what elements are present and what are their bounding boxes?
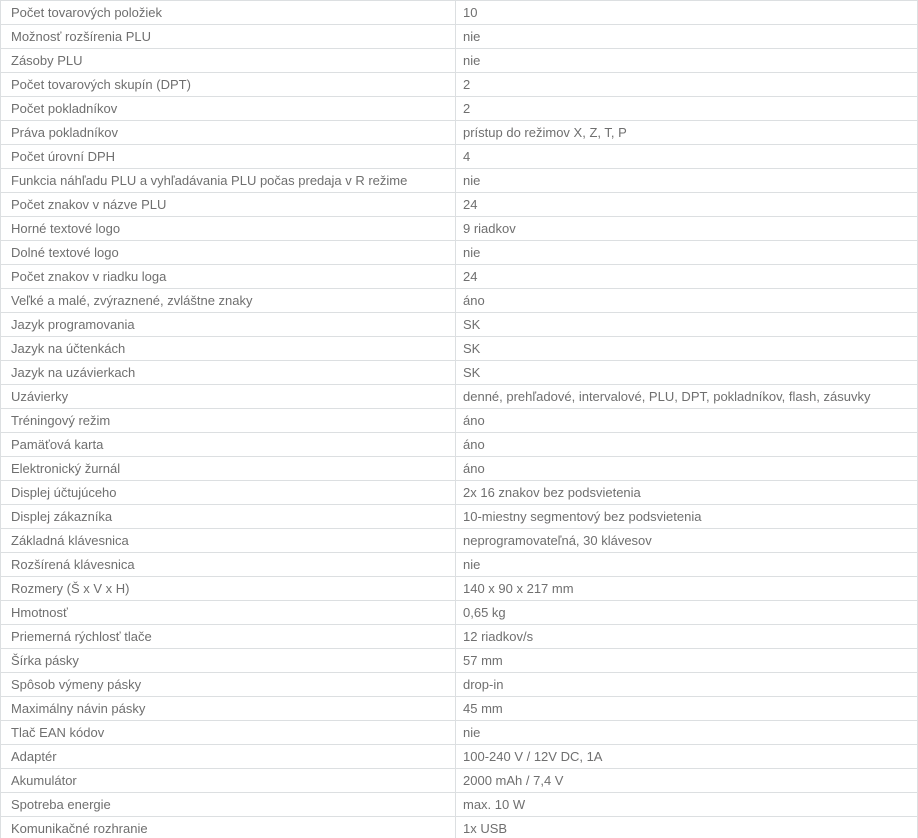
spec-value: 2000 mAh / 7,4 V bbox=[463, 773, 564, 788]
spec-label: Pamäťová karta bbox=[1, 433, 456, 456]
spec-value: áno bbox=[463, 413, 485, 428]
table-row bbox=[1, 241, 917, 265]
spec-value: 2 bbox=[463, 77, 471, 92]
spec-value: max. 10 W bbox=[463, 797, 526, 812]
table-row bbox=[1, 505, 917, 529]
spec-label: Počet tovarových skupín (DPT) bbox=[1, 73, 456, 96]
spec-value: SK bbox=[463, 317, 481, 332]
spec-label: Elektronický žurnál bbox=[1, 457, 456, 480]
table-row bbox=[1, 73, 917, 97]
table-row bbox=[1, 193, 917, 217]
spec-value: 9 riadkov bbox=[463, 221, 516, 236]
table-row bbox=[1, 385, 917, 409]
spec-value: SK bbox=[463, 341, 481, 356]
table-row bbox=[1, 1, 917, 25]
table-row bbox=[1, 145, 917, 169]
spec-label: Spotreba energie bbox=[1, 793, 456, 816]
spec-value: 140 x 90 x 217 mm bbox=[463, 581, 574, 596]
spec-label: Možnosť rozšírenia PLU bbox=[1, 25, 456, 48]
spec-label: Tlač EAN kódov bbox=[1, 721, 456, 744]
spec-value: nie bbox=[463, 557, 481, 572]
table-row bbox=[1, 457, 917, 481]
table-row bbox=[1, 649, 917, 673]
spec-label: Dolné textové logo bbox=[1, 241, 456, 264]
spec-label: Rozšírená klávesnica bbox=[1, 553, 456, 576]
table-row bbox=[1, 625, 917, 649]
table-row bbox=[1, 217, 917, 241]
table-row bbox=[1, 721, 917, 745]
spec-label: Funkcia náhľadu PLU a vyhľadávania PLU počas predaja v R režime bbox=[1, 169, 456, 192]
spec-value: 1x USB bbox=[463, 821, 508, 836]
spec-value: áno bbox=[463, 293, 485, 308]
spec-label: Počet úrovní DPH bbox=[1, 145, 456, 168]
spec-label: Zásoby PLU bbox=[1, 49, 456, 72]
table-row bbox=[1, 97, 917, 121]
spec-label: Displej účtujúceho bbox=[1, 481, 456, 504]
table-row bbox=[1, 169, 917, 193]
spec-label: Veľké a malé, zvýraznené, zvláštne znaky bbox=[1, 289, 456, 312]
spec-label: Počet tovarových položiek bbox=[1, 1, 456, 24]
spec-value: 24 bbox=[463, 269, 478, 284]
spec-value: 12 riadkov/s bbox=[463, 629, 534, 644]
spec-value: áno bbox=[463, 461, 485, 476]
spec-label: Počet znakov v riadku loga bbox=[1, 265, 456, 288]
spec-value: 100-240 V / 12V DC, 1A bbox=[463, 749, 603, 764]
table-row bbox=[1, 817, 917, 838]
spec-value: 4 bbox=[463, 149, 471, 164]
table-row bbox=[1, 409, 917, 433]
table-row bbox=[1, 121, 917, 145]
spec-value: SK bbox=[463, 365, 481, 380]
spec-value: drop-in bbox=[463, 677, 504, 692]
spec-value: 10 bbox=[463, 5, 478, 20]
table-row bbox=[1, 577, 917, 601]
table-row bbox=[1, 49, 917, 73]
spec-value: nie bbox=[463, 53, 481, 68]
spec-label: Práva pokladníkov bbox=[1, 121, 456, 144]
table-row bbox=[1, 673, 917, 697]
spec-value: nie bbox=[463, 245, 481, 260]
spec-value: áno bbox=[463, 437, 485, 452]
table-row bbox=[1, 265, 917, 289]
spec-label: Rozmery (Š x V x H) bbox=[1, 577, 456, 600]
table-row bbox=[1, 361, 917, 385]
spec-label: Horné textové logo bbox=[1, 217, 456, 240]
spec-label: Tréningový režim bbox=[1, 409, 456, 432]
spec-label: Jazyk programovania bbox=[1, 313, 456, 336]
spec-label: Spôsob výmeny pásky bbox=[1, 673, 456, 696]
table-row bbox=[1, 793, 917, 817]
table-row bbox=[1, 529, 917, 553]
table-row bbox=[1, 745, 917, 769]
spec-label: Adaptér bbox=[1, 745, 456, 768]
spec-value: 57 mm bbox=[463, 653, 503, 668]
table-row bbox=[1, 769, 917, 793]
spec-label: Displej zákazníka bbox=[1, 505, 456, 528]
spec-value: 24 bbox=[463, 197, 478, 212]
spec-value: nie bbox=[463, 29, 481, 44]
spec-value: nie bbox=[463, 725, 481, 740]
spec-label: Uzávierky bbox=[1, 385, 456, 408]
spec-value: 0,65 kg bbox=[463, 605, 506, 620]
table-row bbox=[1, 25, 917, 49]
spec-label: Počet pokladníkov bbox=[1, 97, 456, 120]
spec-value: 2x 16 znakov bez podsvietenia bbox=[463, 485, 641, 500]
spec-label: Akumulátor bbox=[1, 769, 456, 792]
spec-label: Komunikačné rozhranie bbox=[1, 817, 456, 838]
spec-label: Šírka pásky bbox=[1, 649, 456, 672]
table-row bbox=[1, 289, 917, 313]
table-row bbox=[1, 337, 917, 361]
spec-value: prístup do režimov X, Z, T, P bbox=[463, 125, 627, 140]
spec-label: Základná klávesnica bbox=[1, 529, 456, 552]
spec-label: Priemerná rýchlosť tlače bbox=[1, 625, 456, 648]
table-row bbox=[1, 433, 917, 457]
spec-value: 10-miestny segmentový bez podsvietenia bbox=[463, 509, 702, 524]
table-row bbox=[1, 313, 917, 337]
spec-label: Jazyk na účtenkách bbox=[1, 337, 456, 360]
table-row bbox=[1, 697, 917, 721]
spec-value: nie bbox=[463, 173, 481, 188]
spec-value: denné, prehľadové, intervalové, PLU, DPT, pokladníkov, flash, zásuvky bbox=[463, 389, 871, 404]
spec-value: 2 bbox=[463, 101, 471, 116]
spec-value: neprogramovateľná, 30 klávesov bbox=[463, 533, 652, 548]
spec-label: Počet znakov v názve PLU bbox=[1, 193, 456, 216]
spec-label: Hmotnosť bbox=[1, 601, 456, 624]
table-row bbox=[1, 481, 917, 505]
spec-label: Maximálny návin pásky bbox=[1, 697, 456, 720]
spec-value: 45 mm bbox=[463, 701, 503, 716]
table-row bbox=[1, 601, 917, 625]
spec-label: Jazyk na uzávierkach bbox=[1, 361, 456, 384]
table-row bbox=[1, 553, 917, 577]
